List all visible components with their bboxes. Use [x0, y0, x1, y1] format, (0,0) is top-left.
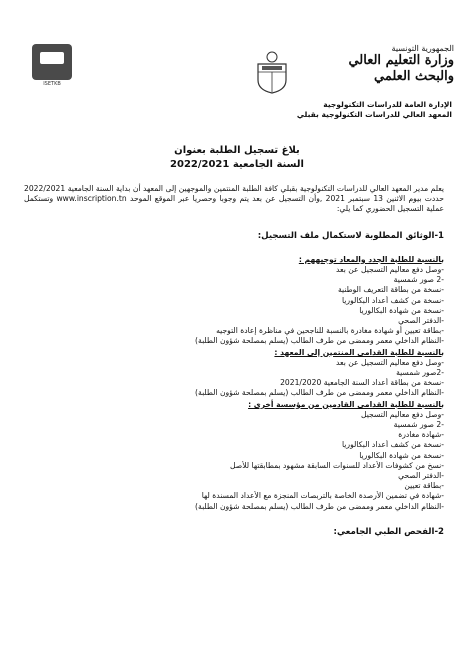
list-item: -نسخة من كشف أعداد البكالوريا [341, 295, 444, 305]
list-item: -وصل دفع معاليم التسجيل عن بعد [336, 357, 444, 367]
ministry-research: والبحث العلمي [374, 69, 454, 84]
republic-label: الجمهورية التونسية [391, 44, 454, 53]
list-item: -الدفتر الصحي [398, 471, 444, 481]
group-title: بالنسبة للطلبة الجدد والمعاد توجيههم : [298, 254, 444, 264]
group-new-students [24, 255, 444, 347]
list-item: -نسخة من بطاقة التعريف الوطنية [337, 285, 444, 295]
section-2-heading: 2-الفحص الطبي الجامعي: [333, 526, 444, 537]
institute-logo-mark [32, 44, 72, 80]
list-item: -2 صور شمسية [393, 275, 444, 285]
group-title: بالنسبة للطلبة القدامى القادمين من مؤسسة أخرى : [248, 399, 444, 409]
tunisia-emblem-icon [254, 50, 290, 94]
list-item: -نسخة من شهادة البكالوريا [359, 450, 444, 460]
institute-logo-caption: ISETKB [43, 81, 61, 87]
intro-paragraph: يعلم مدير المعهد العالي للدراسات التكنولوجية بقبلي كافة الطلبة المنتمين والموجهين إلى المعهد أن بداية السنة الجامعية 2022/2021 حددت بيوم الاثنين 13 سبتمبر 2021 ,وأن التسجيل عن بعد يتم وجوبا وحصريا عبر الموقع الموحد www.inscription.tn وتستكمل عملية التسجيل الحضوري كما يلي: [24, 184, 444, 214]
section-1-heading: 1-الوثائق المطلوبة لاستكمال ملف التسجيل: [257, 230, 444, 241]
list-item: -النظام الداخلي معمر وممضى من طرف الطالب (يسلم بمصلحة شؤون الطلبة) [195, 388, 444, 398]
list-item: -وصل دفع معاليم التسجيل [360, 409, 444, 419]
document-title [0, 144, 474, 172]
list-item: -بطاقة تعيين أو شهادة مغادرة بالنسبة للناجحين في مناظرة إعادة التوجيه [216, 326, 444, 336]
list-item: -النظام الداخلي معمر وممضى من طرف الطالب (يسلم بمصلحة شؤون الطلبة) [195, 501, 444, 511]
institute-name: المعهد العالي للدراسات التكنولوجية بقبلي [296, 110, 452, 119]
list-item: -نسخة من بطاقة أعداد السنة الجامعية 2021/2020 [280, 378, 444, 388]
ministry-name: وزارة التعليم العالي [348, 53, 454, 68]
list-item: -2صور شمسية [396, 368, 444, 378]
list-item: -نسخة من شهادة البكالوريا [359, 305, 444, 315]
list-item: -وصل دفع معاليم التسجيل عن بعد [336, 265, 444, 275]
title-line-1: بلاغ تسجيل الطلبة بعنوان [174, 145, 300, 156]
document-body [24, 184, 444, 537]
group-returning-students [24, 348, 444, 399]
institution-block [297, 100, 452, 120]
list-item: -نسخ من كشوفات الأعداد للسنوات السابقة مشهود بمطابقتها للأصل [230, 460, 444, 470]
list-item: -شهادة مغادرة [398, 430, 444, 440]
group-title: بالنسبة للطلبة القدامى المنتمين إلى المعهد : [274, 347, 444, 357]
directorate-name: الإدارة العامة للدراسات التكنولوجية [323, 100, 452, 109]
list-item: -نسخة من كشف أعداد البكالوريا [341, 440, 444, 450]
list-item: -الدفتر الصحي [398, 316, 444, 326]
list-item: -بطاقة تعيين [404, 481, 444, 491]
institute-logo [32, 44, 72, 88]
list-item: -2 صور شمسية [393, 420, 444, 430]
title-line-2: السنة الجامعية 2022/2021 [170, 159, 304, 170]
ministry-header [324, 44, 454, 84]
list-item: -شهادة في تضمين الأرصدة الخاصة بالتربصات المنجزة مع الأعداد المسندة لها [201, 491, 444, 501]
group-transfer-students [24, 400, 444, 512]
list-item: -النظام الداخلي معمر وممضى من طرف الطالب (يسلم بمصلحة شؤون الطلبة) [195, 336, 444, 346]
